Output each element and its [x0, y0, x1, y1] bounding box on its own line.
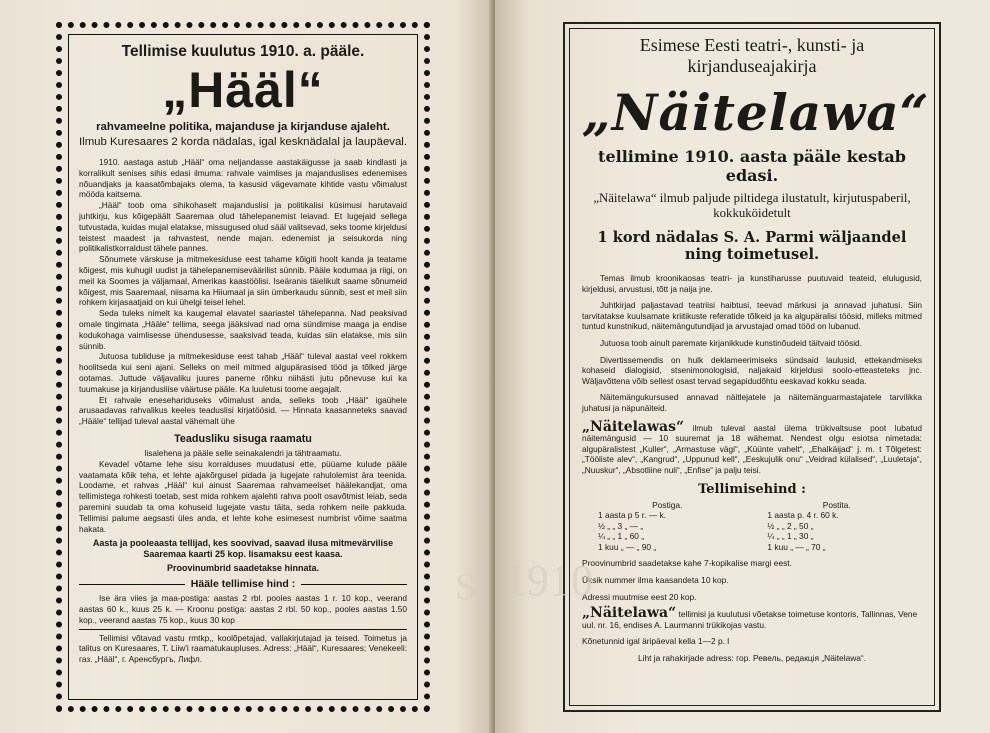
- naitelawa-paragraph: Näitemängukursused annavad näitlejatele ja näitemänguarmastajatele tarvilikka juhatusi ja näpunäiteid.: [582, 392, 922, 413]
- note-line: Adressi muutmise eest 20 kop.: [582, 591, 697, 602]
- naitelawa-frequency: 1 kord nädalas S. A. Parmi wäljaandel ning toimetusel.: [597, 229, 907, 263]
- haal-ad-frame: [68, 34, 418, 700]
- haal-paragraph: Sõnumete värskuse ja mitmekesiduse eest tahame kõigiti hoolt kanda ja teatame kõigest, mis kuhugil uudist ja tähelepanemiseväärilist sünnib. Pääle kodumaa ja riigi, on meil ka Soomes ja väljamaal, Amerikas kaastöölisi. Iseäranis täielikult saame sõnumeid kõigest, mis Saaremaal, niisama ka Hiiumaal ja siin ümberkaudu sünnib, sest et meil siin rohkem kirjasaatjaid on kui ühelgi teisel lehel.: [79, 254, 407, 308]
- haal-sample-note: Proovinumbrid saadetakse hinnata.: [166, 563, 320, 574]
- divider: [79, 584, 185, 585]
- price-row: 1 kuu „ — „ 90 „: [598, 541, 657, 552]
- naitelawa-body: [582, 273, 922, 476]
- column-header: Postita.: [822, 499, 851, 510]
- haal-body: [79, 157, 407, 427]
- naitelawa-paragraph: Divertissemendis on hulk deklameerimiseks sündsaid laulusid, ettekandmiseks kohaseid dialogisid, stsenimonologisid, naljakaid kirjeldusi soolo-etteasteteks jnc. Wäljavõttena võib sellest osast tervad segapidudõhtu eeskavad kokku seada.: [582, 354, 922, 386]
- note-line: Üksik nummer ilma kaasandeta 10 kop.: [582, 575, 729, 586]
- naitelawa-office-text: tellimisi ja kuulutusi võetakse toimetuse kontoris, Tallinnas, Vene uul. nr. 16, endises A. Laurmanni trükikojas vastu.: [582, 609, 918, 630]
- naitelawa-office-hours: Kõnetunnid igal äripäeval kella 1—2 p. l: [582, 636, 730, 647]
- haal-paragraph: 1910. aastaga astub „Hääl“ oma neljandasse aastakäigusse ja saab kindlasti ja korralikult senises sihis edasi ilmuma: rahvale vaimlises ja majanduslises edenemises nõuandjaks ja kaasatõmbajaks olema, ta kasusid vägevamate kihtide vastu võimalust mööda kaitsema.: [79, 157, 407, 200]
- haal-map-offer: Aasta ja pooleaasta tellijad, kes soovivad, saavad ilusa mitmevärvilise Saaremaa kaarti 25 kop. lisamaksu eest kaasa.: [92, 538, 394, 560]
- haal-paragraph: „Hääl“ toob oma sihikohaselt majanduslisi ja politikalisi küsimusi harutavaid juhtkirju, kus kõigepäält Saaremaa olud tähelepanemist leiavad. Et lugejaid sellega tutvustada, kuidas mujal elatakse, missugused olud sääl valitsevad, seks toome kirjeldusi teistest maadest ja rahvastest, nende majan. edenemist ja seisukorda ning politikalistkorraldust tähele pannes.: [79, 200, 407, 254]
- haal-contact-text: Tellimisi võtavad vastu rmtkp,, koolõpetajad, vallakirjutajad ja teised. Toimetus ja talitus on Kuresaares, T. Liiw'i raamatukaupluses. Adress: „Hääl“, Kuresaares; Venekeeli: газ. „Hääl“, г. Аренсбургъ, Лифл.: [79, 632, 407, 665]
- price-row: 1 aasta p 5 r. — k.: [598, 510, 666, 521]
- naitelawa-ad-frame: [569, 28, 935, 706]
- naitelawa-paragraph: Jutuosa toob ainult paremate kirjanikkude kunstinõudeid täitvaid töösid.: [600, 337, 862, 348]
- naitelawa-address: Liht ja rahakirjade adress: гор. Ревель, редакція „Näitelawa“.: [637, 653, 867, 664]
- naitelawa-brand: „Näitelawas“: [582, 418, 685, 435]
- naitelawa-description: „Näitelawa“ ilmub paljude piltidega ilustatult, kirjutuspaberil, kokkuköidetult: [593, 191, 911, 220]
- naitelawa-title: „Näitelawa“: [582, 83, 930, 142]
- haal-subtitle: rahvameelne politika, majanduse ja kirjanduse ajaleht.: [96, 121, 390, 133]
- naitelawa-paragraph: Temas ilmub kroonikaosas teatri- ja kunstiharusse puutuvaid teateid, elulugusid, kirjeldusi, arvustusi, tõtt ja naija jne.: [582, 273, 922, 294]
- naitelawa-office-paragraph: [582, 605, 922, 630]
- price-row: 1 aasta p. 4 r. 60 k.: [767, 510, 839, 521]
- naitelawa-notes: [582, 558, 922, 663]
- price-row: ½ „ „ 2 „ 50 „: [767, 520, 814, 531]
- haal-header: Tellimise kuulutus 1910. a. pääle.: [121, 43, 365, 60]
- divider: [301, 584, 407, 585]
- naitelawa-plays-text: ilmub tuleval aastal ülema trükivaltsuse poot lubatud näitemängusid — 10 suuremat ja 18 wähemat. Nendest olgu esiotsa nimetada: algupäralistest „Kuller“, „Armastuse vägi“, „Küünte vahelt“, „Ehalkäijad“ j. m. t Tõlgetest: „Tööliste alev“, „Kangrud“, „Uppunud kell“, „Eeskujulik onu“ „Veidrad külalised“, „Luuletaja“, „Nuuskur“, „Absotliine nuli“, „Enfise“ ja palju teisi.: [582, 422, 922, 475]
- haal-title: „Hääl“: [162, 62, 324, 118]
- bleed-through-text: 1910: [505, 556, 593, 605]
- column-header: Postiga.: [652, 499, 683, 510]
- haal-section-title: Teadusliku sisuga raamatu: [174, 432, 312, 445]
- naitelawa-header: Esimese Eesti teatri-, kunsti- ja kirjanduseajakirja: [639, 35, 865, 76]
- haal-schedule: Ilmub Kuresaares 2 korda nädalas, igal kesknädalal ja laupäeval.: [79, 136, 407, 148]
- haal-price-heading-text: Hääle tellimise hind :: [190, 578, 296, 591]
- naitelawa-advertisement: [563, 22, 941, 712]
- haal-price-block: [79, 593, 407, 625]
- naitelawa-plays-paragraph: [582, 418, 922, 476]
- note-line: Proovinumbrid saadetakse kahe 7-kopikalise margi eest.: [582, 558, 792, 569]
- right-page: [495, 0, 990, 733]
- haal-price-heading: [79, 578, 407, 590]
- naitelawa-brand: „Näitelawa“: [582, 605, 677, 622]
- haal-paragraph: Et rahvale enesehariduseks võimalust anda, selleks toob „Hääl“ igaühele arusaadavas rahvalikus keeles teaduslisi kirjatöösid. — Hinnata kaasanneteks saavad „Hääle“ tellijad tuleval aastal vähemalt ühe: [79, 394, 407, 427]
- price-row: ½ „ „ 3 „ — „: [598, 520, 644, 531]
- haal-paragraph: Seda tuleks nimelt ka kaugemal elavatel saariastel tähelepanna. Nad peaksivad omale tingimata „Hääle“ tellima, seega jääksivad nad oma sündimise maaga ja endise kodukohaga vaimlisesse ühendusesse, saaksivad teada, kuidas siin elatakse, mis siin sünnib.: [79, 308, 407, 351]
- price-row: ¼ „ „ 1 „ 60 „: [598, 531, 645, 542]
- haal-paragraph: Jutuosa tubliduse ja mitmekesiduse eest tahab „Hääl“ tuleval aastal veel rokkem hoolitseda kui seni ajani. Selleks on meil mitmed algupärasised tööd ja tõlked järge ootamas. Juttude väljavaliku juures paneme rõhku niihästi jutu põnevuse kui ka tuumakuse ja kirjandusliise väärtuse pääle. Ka luuletusi toome aegajalt.: [79, 351, 407, 394]
- haal-paragraph: Kevadel võtame lehe sisu korralduses muudatusi ette, püüame kulude pääle vaatamata kõik teha, et lehte ajakõrgusel pidada ja lugejate rahulolemist ära teenida. Loodame, et rahvas „Hääl“ kui ainust Saaremaa rahvameelset häälekandjat, oma tellimistega rohkesti toetab, sest mida rohkem ajalehti rahva poolt osavõtmist leiab, seda paremini suudab ta oma kohuseid lugejate vastu täita, seda rohkem neile pakkuda. Tellimisi palume aegsasti üles anda, et lehte kohe esimesest numbrist võime saatma hakata.: [79, 458, 407, 534]
- haal-paragraph: lisalehena ja pääle selle seinakalendri ja tähtraamatu.: [144, 447, 342, 458]
- price-column-postita: [767, 500, 906, 553]
- bleed-through-text: S: [455, 566, 477, 608]
- price-row: ¼ „ „ 1 „ 30 „: [767, 531, 814, 542]
- price-row: 1 kuu „ — „ 70 „: [767, 541, 826, 552]
- divider: [79, 629, 407, 630]
- price-column-postiga: [598, 500, 737, 553]
- haal-price-text: Ise ära viies ja maa-postiga: aastas 2 rbl. pooles aastas 1 r. 10 kop., veerand aastas 60 k., kuus 25 k. — Kroonu postiga: aastas 2 rbl. 50 kop., pooles aastas 1.50 kop., veerand aastas 75 kop., kuus 30 kop: [79, 593, 407, 625]
- haal-advertisement: [56, 22, 430, 712]
- naitelawa-price-heading: Tellimisehind :: [698, 481, 806, 497]
- naitelawa-subtitle: tellimine 1910. aasta pääle kestab edasi.: [598, 147, 906, 185]
- naitelawa-price-table: [582, 500, 922, 553]
- haal-contact-block: [79, 633, 407, 665]
- haal-body-2: [79, 448, 407, 534]
- naitelawa-paragraph: Juhtkirjad paljastavad teatriisi haibtusi, teevad märkusi ja annavad juhatusi. Siin tarvitatakse kuulsamate kriitikuste referatide tõlkeid ja ka algupäralisi töösid, milleks mitmed tuntud kunstnikud, näitemängutundijad ja arvustajad omad tööd on lubanud.: [582, 300, 922, 332]
